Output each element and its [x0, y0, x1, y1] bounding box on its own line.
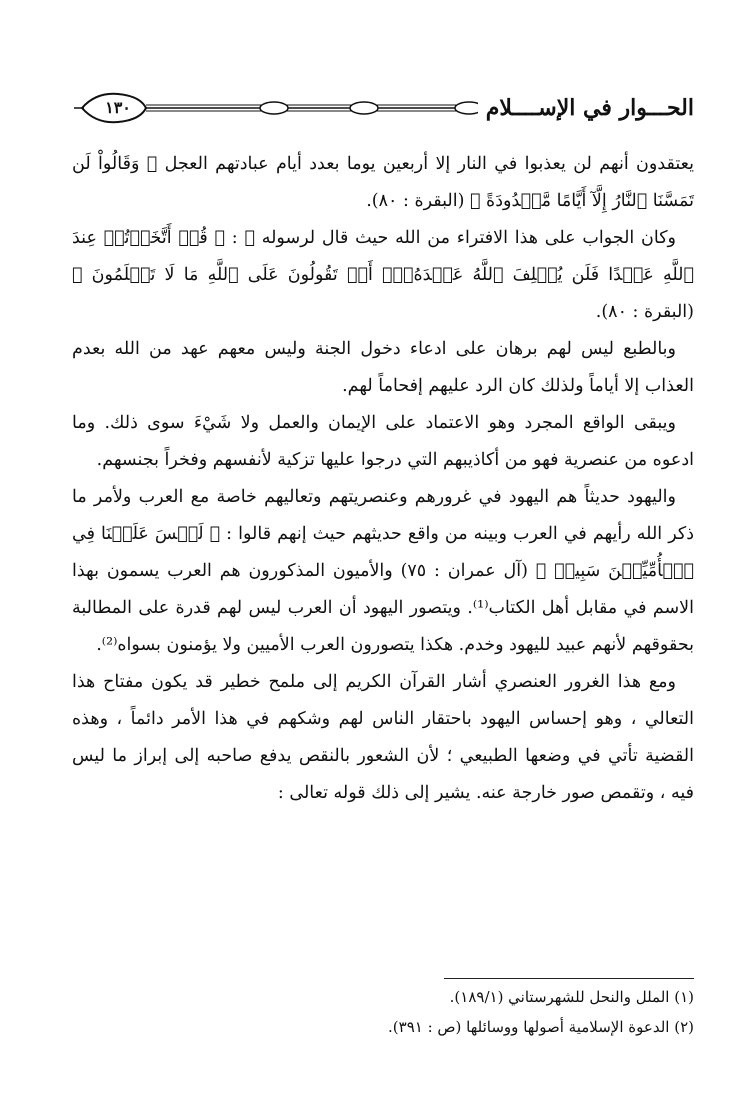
footnote-divider: [444, 978, 694, 979]
paragraph: وبالطبع ليس لهم برهان على ادعاء دخول الجنة وليس معهم عهد من الله بعدم العذاب إلا أياماً ولذلك كان الرد عليهم إفحاماً لهم.: [72, 339, 694, 396]
main-text: [72, 146, 694, 812]
footnote: (١) الملل والنحل للشهرستاني (١٨٩/١).: [449, 988, 694, 1006]
paragraph: ويبقى الواقع المجرد وهو الاعتماد على الإيمان والعمل ولا شَيْءَ سوى ذلك. وما ادعوه من عنصرية فهو من أكاذيبهم التي درجوا عليها تزكية لأنفسهم وفخراً بجنسهم.: [72, 413, 694, 470]
footnote: (٢) الدعوة الإسلامية أصولها ووسائلها (ص : ٣٩١).: [388, 1018, 694, 1036]
paragraph: وكان الجواب على هذا الافتراء من الله حيث قال لرسوله ﷺ : ﴿ قُلۡ أَتَّخَذۡتُمۡ عِندَ ٱللَّهِ عَهۡدًا فَلَن يُخۡلِفَ ٱللَّهُ عَهۡدَهُۥٓۖ أَمۡ تَقُولُونَ عَلَى ٱللَّهِ مَا لَا تَعۡلَمُونَ ﴾ (البقرة : ٨٠).: [72, 228, 694, 322]
paragraph: ومع هذا الغرور العنصري أشار القرآن الكريم إلى ملمح خطير قد يكون مفتاح هذا التعالي ، وهو إحساس اليهود باحتقار الناس لهم وشكهم في هذا الأمر دائماً ، وهذه القضية تأتي في وضعها الطبيعي ؛ لأن الشعور بالنقص يدفع صاحبه إلى إبراز ما ليس فيه ، وتقمص صور خارجة عنه. يشير إلى ذلك قوله تعالى :: [72, 672, 694, 803]
paragraph: واليهود حديثاً هم اليهود في غرورهم وعنصريتهم وتعاليهم خاصة مع العرب ولأمر ما ذكر الله رأيهم في العرب وبينه من واقع حديثهم حيث إنهم قالوا : ﴿ لَيۡسَ عَلَيۡنَا فِي ٱلۡأُمِّيِّـۧنَ سَبِيلٞ ﴾ (آل عمران : ٧٥) والأميون المذكورون هم العرب يسمون بهذا الاسم في مقابل أهل الكتاب⁽¹⁾. ويتصور اليهود أن العرب ليس لهم قدرة على المطالبة بحقوقهم لأنهم عبيد لليهود وخدم. هكذا يتصورون العرب الأميين ولا يؤمنون بسواه⁽²⁾.: [72, 487, 694, 655]
book-title: الحـــوار في الإســــلام: [478, 88, 694, 128]
page-number: ١٣٠: [105, 98, 131, 117]
footnotes: [72, 978, 694, 1039]
running-header: [74, 88, 694, 128]
paragraph: يعتقدون أنهم لن يعذبوا في النار إلا أربعين يوما بعدد أيام عبادتهم العجل ﴿ وَقَالُواْ لَن تَمَسَّنَا ٱلنَّارُ إِلَّآ أَيَّامًا مَّعۡدُودَةً ﴾ (البقرة : ٨٠).: [72, 154, 694, 211]
